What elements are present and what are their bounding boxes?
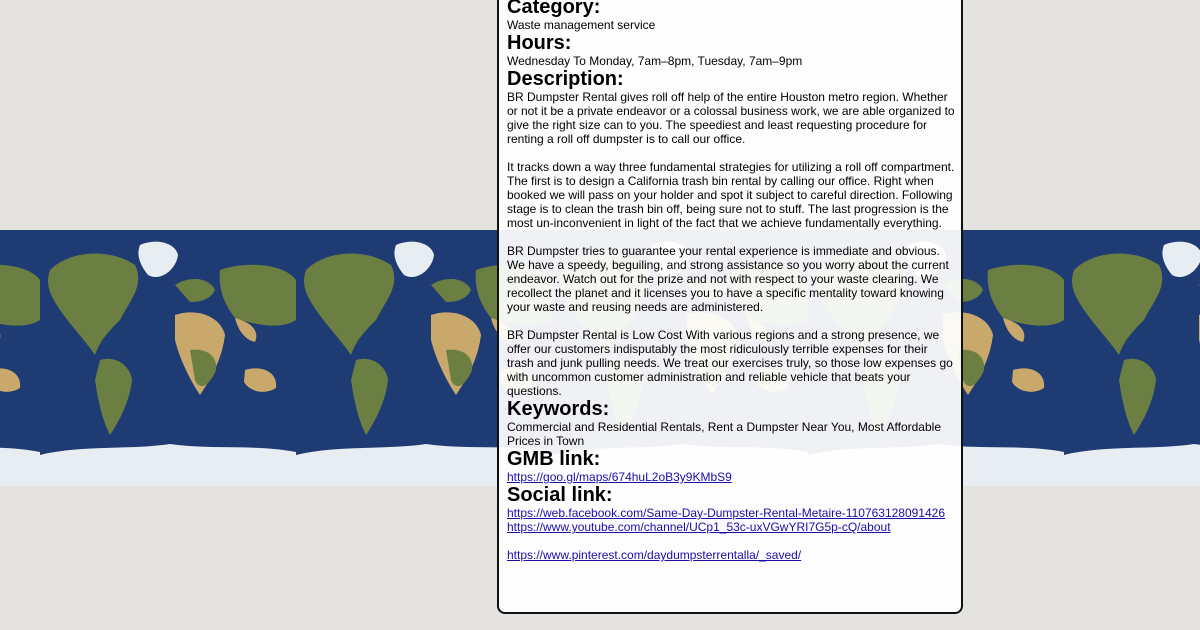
pinterest-link[interactable]: https://www.pinterest.com/daydumpsterrentalla/_saved/ bbox=[507, 548, 802, 562]
business-info-panel bbox=[497, 0, 963, 614]
link-spacer bbox=[507, 534, 955, 548]
description-paragraph: It tracks down a way three fundamental strategies for utilizing a roll off compartment. The first is to design a California trash bin rental by calling our office. Right when booked we will pass on your holder and spot it subject to careful direction. Following stage is to clean the trash bin off, being sure not to stuff. The last progression is the most un-inconvenient in light of the fact that we achieve fundamentally everything. bbox=[507, 160, 955, 230]
category-heading: Category: bbox=[507, 0, 601, 18]
social-link-heading: Social link: bbox=[507, 484, 613, 506]
description-heading: Description: bbox=[507, 68, 624, 90]
description-paragraph: BR Dumpster tries to guarantee your rental experience is immediate and obvious. We have a speedy, beguiling, and strong assistance so you worry about the current endeavor. Watch out for the prize and not with respect to your waste clearing. We recollect the planet and it licenses you to have a specific mentality toward knowing your waste and reusing needs are administered. bbox=[507, 244, 949, 314]
gmb-link-heading: GMB link: bbox=[507, 448, 601, 470]
gmb-link[interactable]: https://goo.gl/maps/674huL2oB3y9KMbS9 bbox=[507, 470, 732, 484]
hours-value: Wednesday To Monday, 7am–8pm, Tuesday, 7am–9pm bbox=[507, 54, 803, 68]
description-body bbox=[507, 90, 955, 398]
hours-heading: Hours: bbox=[507, 32, 572, 54]
category-value: Waste management service bbox=[507, 18, 656, 32]
description-paragraph: BR Dumpster Rental gives roll off help of the entire Houston metro region. Whether or not it be a private endeavor or a colossal business work, we are able organized to give the right size can to you. The speediest and least requesting procedure for renting a roll off dumpster is to call our office. bbox=[507, 90, 955, 146]
facebook-link[interactable]: https://web.facebook.com/Same-Day-Dumpster-Rental-Metaire-110763128091426 bbox=[507, 506, 946, 520]
youtube-link[interactable]: https://www.youtube.com/channel/UCp1_53c-uxVGwYRI7G5p-cQ/about bbox=[507, 520, 891, 534]
keywords-value: Commercial and Residential Rentals, Rent a Dumpster Near You, Most Affordable Prices in Town bbox=[507, 420, 941, 448]
description-paragraph: BR Dumpster Rental is Low Cost With various regions and a strong presence, we offer our customers indisputably the most ridiculously terrible expenses for their trash and junk pulling needs. We treat our exercises truly, so those low expenses go with uncommon customer administration and reliable vehicle that beats your questions. bbox=[507, 328, 953, 398]
keywords-heading: Keywords: bbox=[507, 398, 610, 420]
